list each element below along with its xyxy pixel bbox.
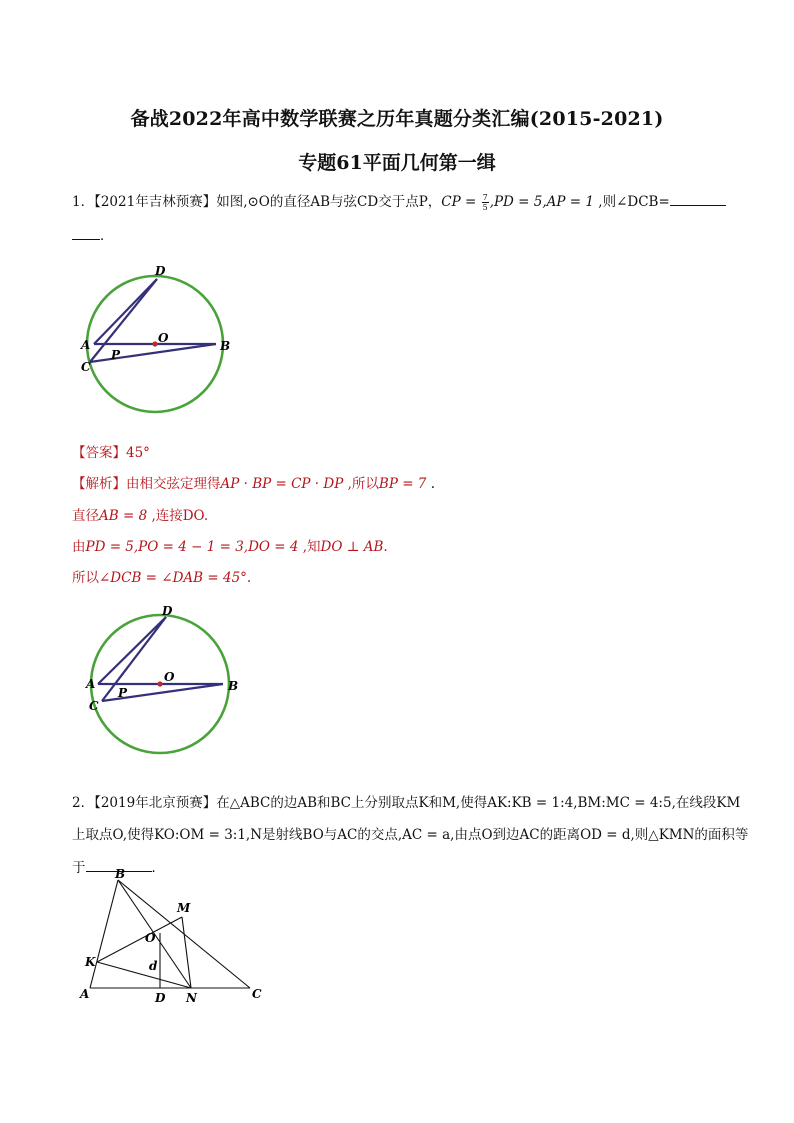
text: ,知	[298, 539, 321, 555]
label-d: D	[155, 264, 166, 278]
q1-source: 【2021年吉林预赛】	[94, 194, 217, 210]
text: .	[246, 570, 252, 586]
q1-answer	[72, 443, 150, 463]
document-title: 备战2022年高中数学联赛之历年真题分类汇编(2015-2021)	[130, 108, 664, 130]
text: 直径	[72, 508, 99, 524]
segment-ab	[90, 880, 118, 988]
text: ．	[151, 860, 165, 876]
q1-end: ．	[100, 228, 114, 244]
segment-kn	[97, 962, 191, 988]
q1-givens: ,PD = 5,AP = 1	[489, 194, 594, 210]
q1-solution-figure	[80, 600, 250, 760]
label-b: B	[220, 339, 231, 353]
label-c: C	[89, 699, 99, 713]
label-a: A	[80, 987, 90, 1001]
q1-text-a: 如图,⊙O的直径AB与弦CD交于点P，	[216, 194, 442, 210]
q1-text-c: ,则∠DCB=	[593, 194, 670, 210]
segment-cb	[90, 344, 216, 362]
answer-label: 【答案】	[72, 445, 126, 461]
label-m: M	[177, 901, 191, 915]
label-d-distance: d	[149, 959, 158, 973]
label-c: C	[252, 987, 262, 1001]
label-d: D	[162, 604, 173, 618]
answer-value: 45°	[126, 445, 150, 461]
label-k: K	[85, 955, 96, 969]
label-a: A	[86, 677, 96, 691]
segment-ad	[94, 279, 157, 344]
q1-cp: CP =	[441, 194, 481, 210]
formula: PD = 5,PO = 4 − 1 = 3,DO = 4	[85, 539, 299, 555]
formula: ∠DCB = ∠DAB = 45°	[99, 570, 247, 586]
label-b: B	[115, 867, 126, 881]
formula: BP = 7	[378, 476, 427, 492]
q2-line1: 2．【2019年北京预赛】在△ABC的边AB和BC上分别取点K和M,使得AK:KB = 1:4,BM:MC = 4:5,在线段KM	[72, 795, 741, 811]
q1-stem	[72, 192, 726, 212]
q1-fraction	[482, 193, 489, 212]
label-c: C	[81, 360, 91, 374]
section-title: 专题61平面几何第一缉	[298, 152, 496, 174]
label-o: O	[145, 931, 156, 945]
q1-stem-cont	[72, 226, 114, 246]
label-d: D	[155, 991, 166, 1005]
frac-numerator: 7	[482, 193, 488, 202]
label-a: A	[81, 338, 91, 352]
text: 于	[72, 860, 86, 876]
label-b: B	[228, 679, 239, 693]
q2-figure	[78, 866, 278, 1006]
text: 由相交弦定理得	[126, 476, 221, 492]
text: .	[383, 539, 388, 555]
formula: AB = 8	[99, 508, 148, 524]
formula: DO ⊥ AB	[320, 539, 384, 555]
q1-analysis-line3	[72, 537, 388, 557]
segment-cd	[102, 617, 166, 701]
label-n: N	[186, 991, 197, 1005]
segment-ad	[98, 617, 166, 684]
q1-answer-blank-b	[72, 227, 100, 240]
frac-denominator: 5	[482, 203, 488, 212]
label-p: P	[111, 348, 121, 362]
q1-answer-blank-a	[670, 193, 726, 206]
text: ,所以	[343, 476, 379, 492]
formula: AP · BP = CP · DP	[220, 476, 344, 492]
q1-number: 1．	[72, 194, 95, 210]
label-o: O	[164, 670, 175, 684]
segment-cd	[90, 279, 157, 362]
q1-figure	[78, 262, 248, 418]
center-point	[152, 341, 157, 346]
text: 由	[72, 539, 86, 555]
q1-analysis-line4	[72, 568, 251, 588]
q1-analysis-line1	[72, 474, 435, 494]
label-p: P	[118, 686, 128, 700]
analysis-label: 【解析】	[72, 476, 126, 492]
text: .	[426, 476, 435, 492]
text: 所以	[72, 570, 99, 586]
label-o: O	[158, 331, 169, 345]
q1-analysis-line2	[72, 506, 208, 526]
center-point	[157, 681, 162, 686]
q2-line2: 上取点O,使得KO:OM = 3:1,N是射线BO与AC的交点,AC = a,由点O到边AC的距离OD = d,则△KMN的面积等	[72, 827, 749, 843]
text: ,连接DO.	[147, 508, 209, 524]
